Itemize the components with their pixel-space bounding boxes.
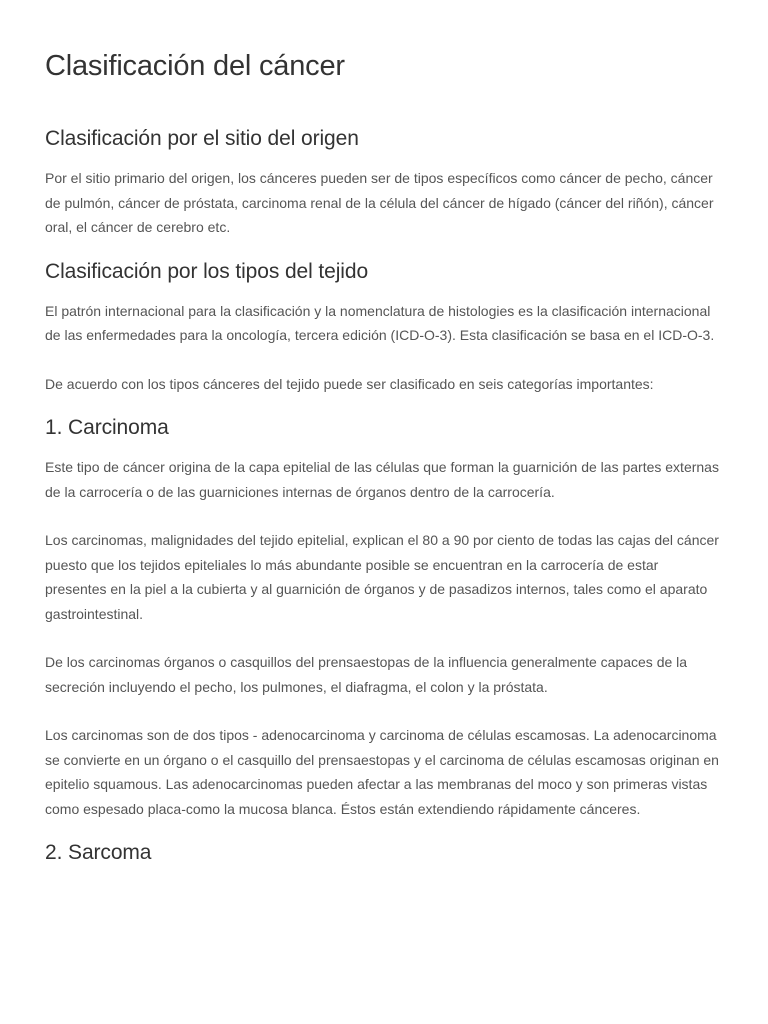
paragraph-icd-o-3: El patrón internacional para la clasificación y la nomenclatura de histologies es la clasificación internacional de las enfermedades para la oncología, tercera edición (ICD-O-3). Esta clasificación se basa en el ICD-O-3.: [45, 302, 715, 343]
page-title: Clasificación del cáncer: [45, 50, 345, 82]
section-heading-origin: Clasificación por el sitio del origen: [45, 127, 359, 150]
paragraph-carcinoma-origin: Este tipo de cáncer origina de la capa epitelial de las células que forman la guarnición de las partes externas de la carrocería o de las guarniciones internas de órganos dentro de la carrocería.: [45, 459, 719, 500]
paragraph-carcinoma-types: Los carcinomas son de dos tipos - adenocarcinoma y carcinoma de células escamosas. La adenocarcinoma se convierte en un órgano o el casquillo del prensaestopas y el carcinoma de células escamosas originan en epitelio squamous. Las adenocarcinomas pueden afectar a las membranas del moco y son primeras vistas como espesado placa-como la mucosa blanca. Éstos están extendiendo rápidamente cánceres.: [45, 727, 719, 817]
paragraph-carcinoma-prevalence: Los carcinomas, malignidades del tejido epitelial, explican el 80 a 90 por ciento de todas las cajas del cáncer puesto que los tejidos epiteliales lo más abundante posible se encuentran en la carrocería de estar presentes en la piel a la cubierta y al guarnición de órganos y de pasadizos internos, tales como el aparato gastrointestinal.: [45, 532, 719, 622]
paragraph-carcinoma-organs: De los carcinomas órganos o casquillos del prensaestopas de la influencia generalmente capaces de la secreción incluyendo el pecho, los pulmones, el diafragma, el colon y la próstata.: [45, 654, 688, 695]
paragraph-origin: Por el sitio primario del origen, los cánceres pueden ser de tipos específicos como cáncer de pecho, cáncer de pulmón, cáncer de próstata, carcinoma renal de la célula del cáncer de hígado (cáncer del riñón), cáncer oral, el cáncer de cerebro etc.: [45, 170, 714, 235]
section-heading-sarcoma: 2. Sarcoma: [45, 841, 152, 864]
section-heading-tissue-types: Clasificación por los tipos del tejido: [45, 259, 369, 283]
section-heading-carcinoma: 1. Carcinoma: [45, 416, 169, 439]
paragraph-six-categories: De acuerdo con los tipos cánceres del tejido puede ser clasificado en seis categorías importantes:: [45, 375, 654, 392]
